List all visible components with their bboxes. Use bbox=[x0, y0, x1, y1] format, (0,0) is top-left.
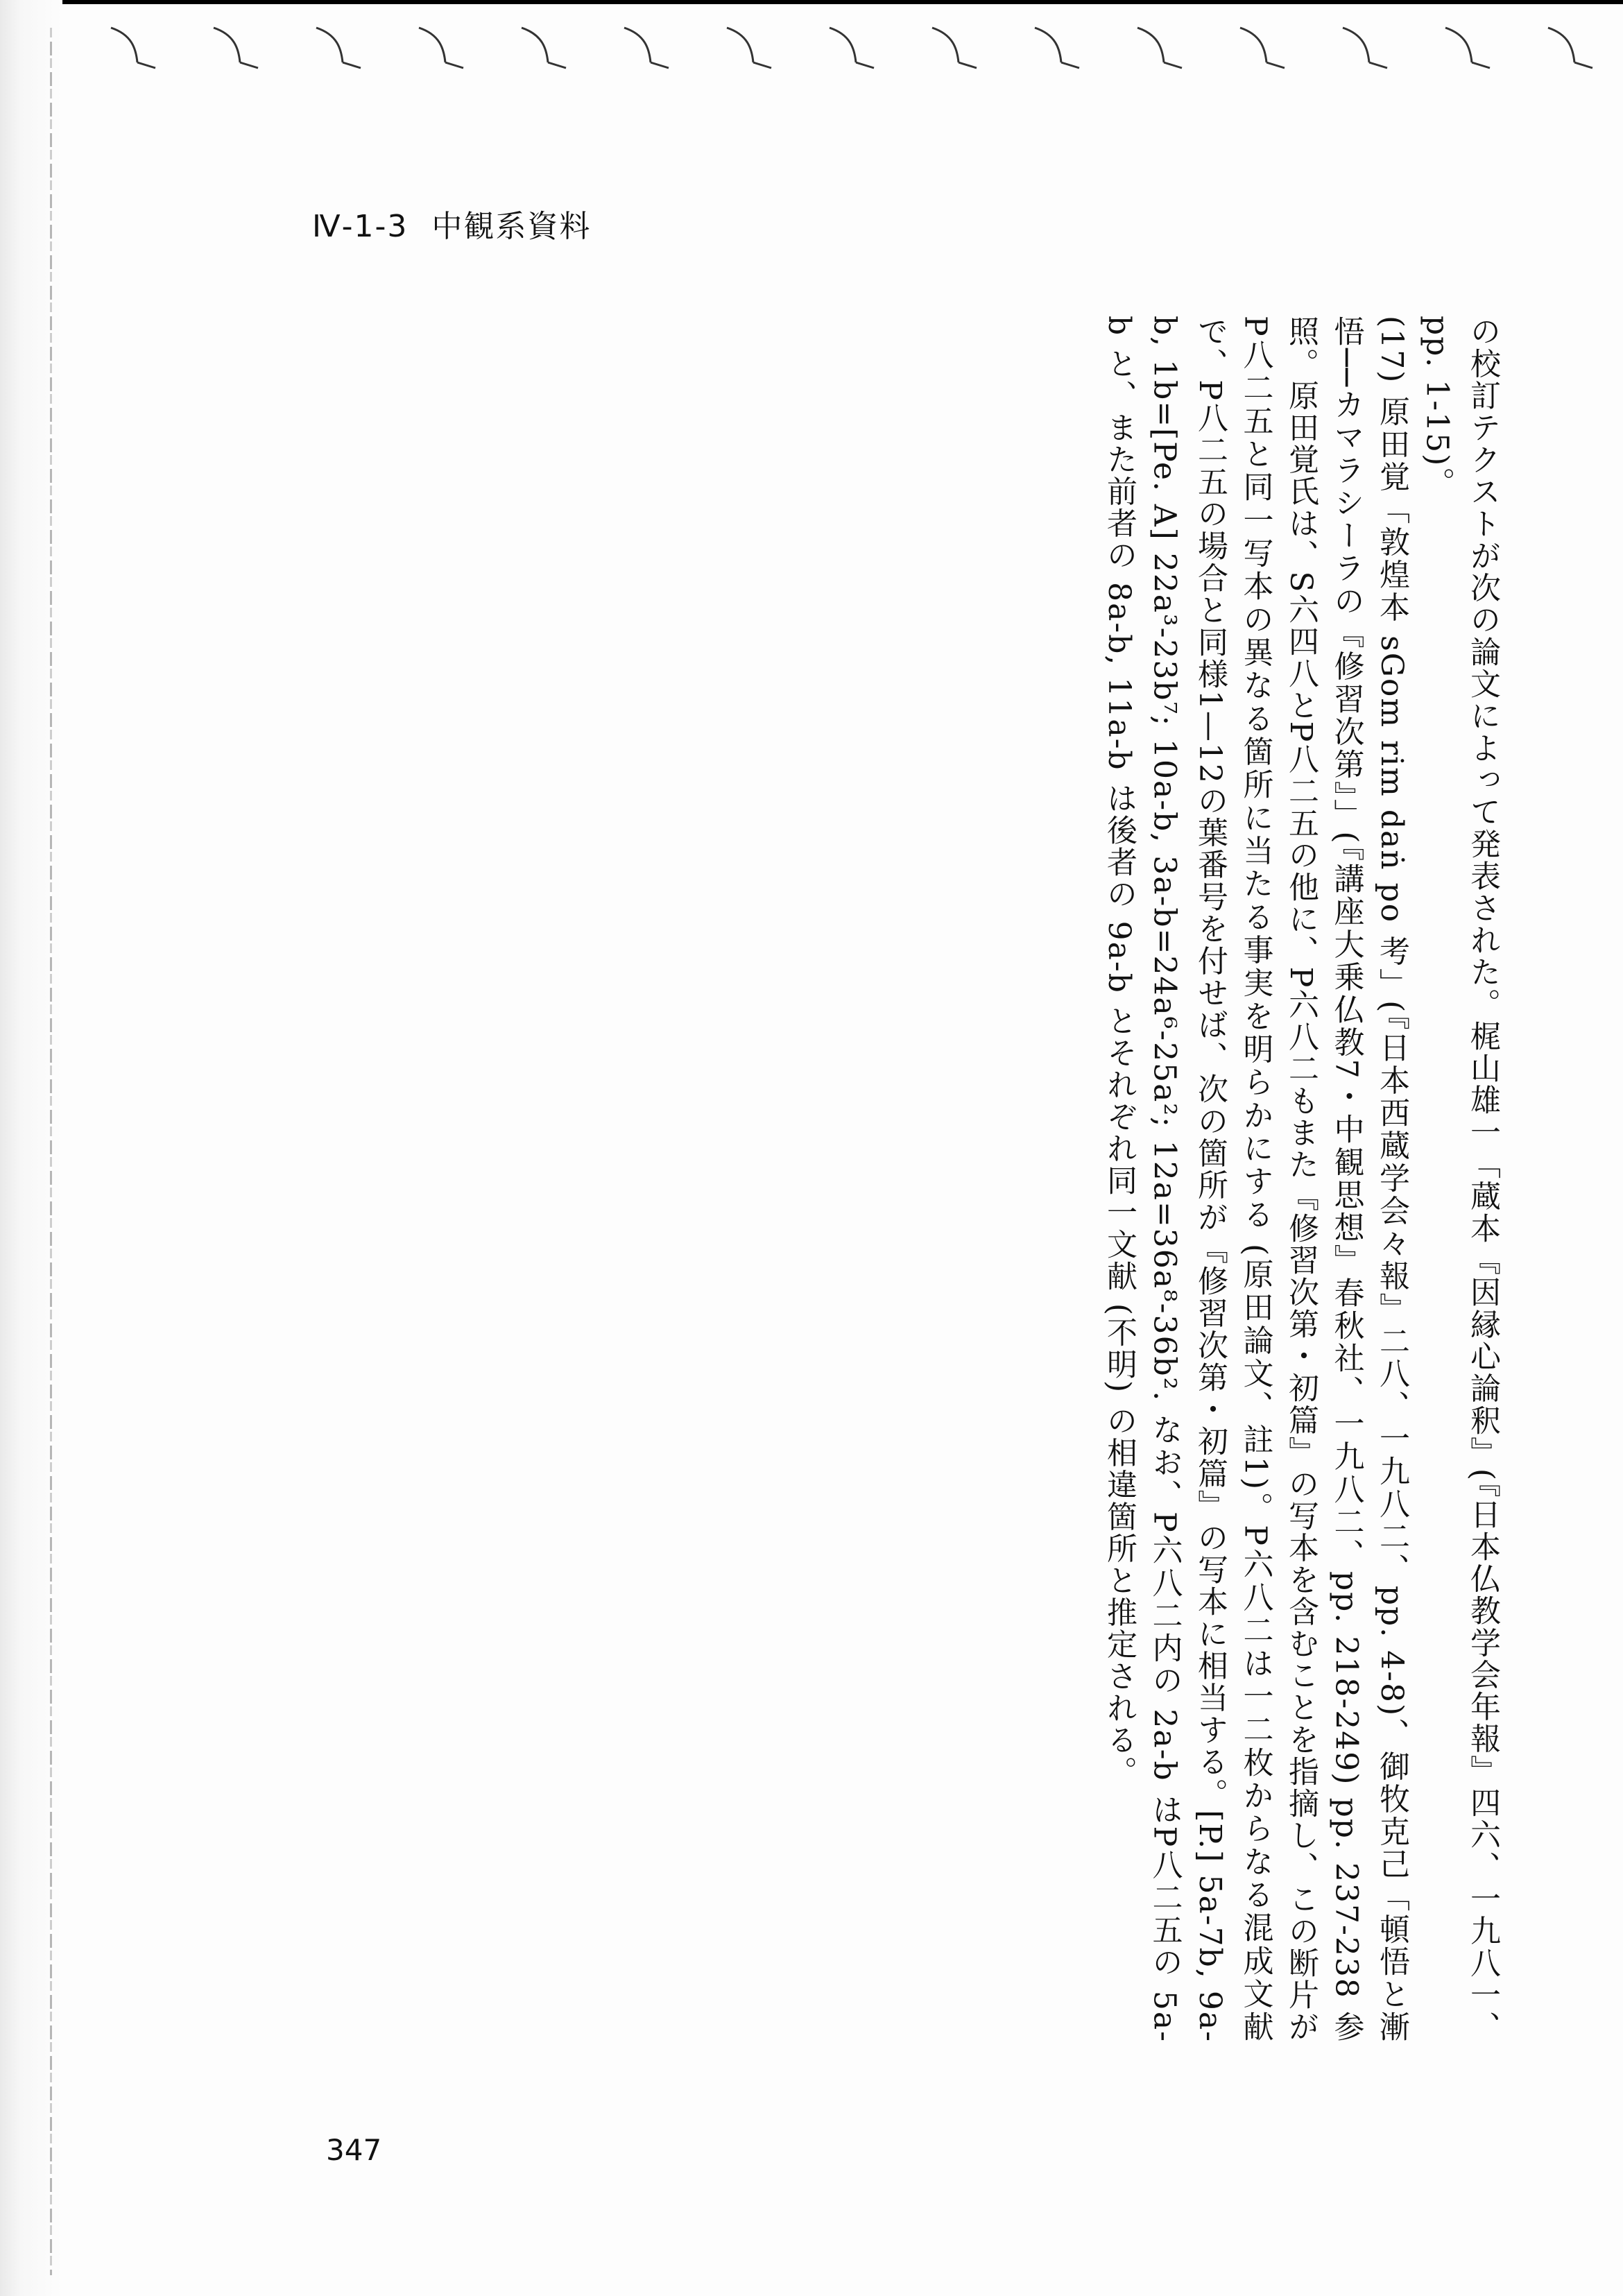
binding-mark bbox=[111, 28, 155, 68]
binding-mark bbox=[316, 28, 361, 68]
binding-mark bbox=[1240, 28, 1285, 68]
binding-mark bbox=[1445, 28, 1490, 68]
binding-mark bbox=[1137, 28, 1182, 68]
binding-mark bbox=[727, 28, 771, 68]
binding-mark bbox=[1343, 28, 1387, 68]
binding-mark bbox=[932, 28, 977, 68]
scan-top-edge bbox=[0, 0, 1623, 4]
binding-mark bbox=[419, 28, 463, 68]
binding-mark bbox=[1548, 28, 1592, 68]
paragraph-continuation: の校訂テクストが次の論文によって発表された。梶山雄一「蔵本『因縁心論釈』(『日本仏教学会年報』四六、一九八一、pp. 1-15)。 bbox=[1419, 316, 1500, 2043]
section-number: Ⅳ-1-3 bbox=[312, 209, 409, 244]
binding-marks bbox=[0, 14, 1623, 90]
scan-left-edge bbox=[0, 0, 62, 2296]
binding-marks-graphic bbox=[0, 14, 1623, 90]
page-number: 347 bbox=[326, 2133, 382, 2167]
binding-mark bbox=[624, 28, 669, 68]
section-title: 中観系資料 bbox=[431, 209, 592, 244]
running-header bbox=[312, 201, 591, 246]
footnote-17: (17) 原田覚「敦煌本 sGom rim daṅ po 考」(『日本西蔵学会々報』二八、一九八二、pp. 4-8)、御牧克己「頓悟と漸悟──カマラシーラの『修習次第』」(『講座大乗仏教7・中観思想』春秋社、一九八二、pp. 218-249) pp. 237-238 参照。原田覚氏は、S六四八とP八二五の他に、P六八二もまた『修習次第・初篇』の写本を含むことを指摘し、この断片がP八二五と同一写本の異なる箇所に当たる事実を明らかにする (原田論文、註1)。P六八二は一二枚からなる混成文献で、P八二五の場合と同様1—12の葉番号を付せば、次の箇所が『修習次第・初篇』の写本に相当する。[P.] 5a-7b, 9a-b, 1b=[Pe. A] 22a³-23b⁷; 10a-b, 3a-b=24a⁶-25a²; 12a=36a⁸-36b². なお、P六八二内の 2a-b はP八二五の 5a-b と、また前者の 8a-b, 11a-b は後者の 9a-b とそれぞれ同一文献 (不明) の相違箇所と推定される。 bbox=[1101, 316, 1409, 2043]
vertical-body-text bbox=[1097, 316, 1506, 2043]
binding-mark bbox=[1035, 28, 1079, 68]
binding-mark bbox=[830, 28, 874, 68]
binding-mark bbox=[522, 28, 566, 68]
binding-line bbox=[50, 28, 52, 2275]
binding-mark bbox=[214, 28, 258, 68]
